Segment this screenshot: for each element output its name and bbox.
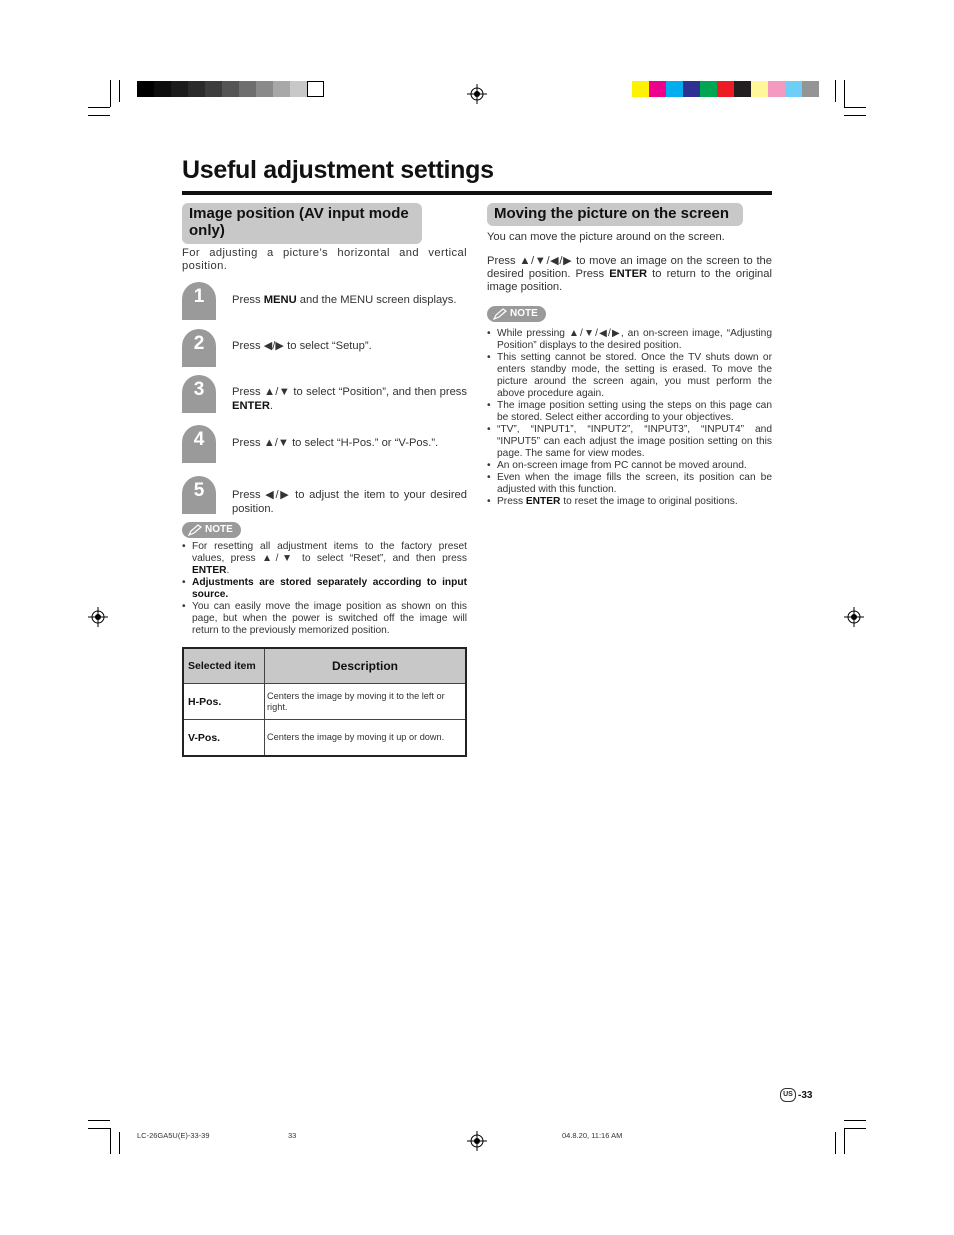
list-item: • Even when the image fills the screen, its position can be adjusted with this function. (487, 472, 772, 496)
crop-mark (835, 80, 836, 102)
pencil-icon (493, 308, 507, 320)
step-text-4: Press ▲/▼ to select “H-Pos.” or “V-Pos.”. (232, 437, 439, 449)
crop-mark (88, 115, 110, 116)
crop-mark (119, 1132, 120, 1154)
crop-mark (88, 1120, 110, 1121)
crop-mark (110, 1128, 111, 1154)
crop-mark (844, 107, 866, 108)
color-swatch (785, 81, 802, 97)
registration-mark-icon (467, 1131, 487, 1151)
footer-page: 33 (288, 1131, 297, 1140)
registration-mark-icon (88, 607, 108, 627)
pencil-icon (188, 524, 202, 536)
list-item: • Adjustments are stored separately according to input source. (182, 577, 467, 601)
step-number-2: 2 (182, 329, 216, 367)
registration-mark-icon (467, 84, 487, 104)
moving-picture-paragraph: Press ▲/▼/◀/▶ to move an image on the screen to the desired position. Press ENTER to return to the original image position. (487, 255, 772, 293)
step-text-3: Press ▲/▼ to select “Position”, and then press ENTER. (232, 386, 467, 412)
list-item: • This setting cannot be stored. Once the TV shuts down or enters standby mode, the setting is erased. To move the picture around the screen again, you must perform the above procedure again. (487, 352, 772, 400)
crop-mark (844, 115, 866, 116)
list-item: • “TV”, “INPUT1”, “INPUT2”, “INPUT3”, “INPUT4” and “INPUT5” can each adjust the image position setting on this page. The same for view modes. (487, 424, 772, 460)
color-swatch (239, 81, 256, 97)
color-swatch (205, 81, 222, 97)
note-badge-left (182, 522, 241, 538)
title-rule (182, 191, 772, 195)
section-heading-moving-picture: Moving the picture on the screen (487, 203, 743, 226)
crop-mark (844, 1120, 866, 1121)
color-swatch (256, 81, 273, 97)
table-header-row (183, 648, 466, 684)
note-badge-right (487, 306, 546, 322)
color-swatch (734, 81, 751, 97)
step-text-1: Press MENU and the MENU screen displays. (232, 294, 457, 306)
color-swatch (751, 81, 768, 97)
crop-mark (88, 1128, 110, 1129)
notes-list-right (487, 328, 772, 508)
color-calibration-bar (632, 81, 819, 97)
note-label: NOTE (510, 308, 538, 319)
color-swatch (717, 81, 734, 97)
color-swatch (171, 81, 188, 97)
note-label: NOTE (205, 524, 233, 535)
list-item: • Press ENTER to reset the image to original positions. (487, 496, 772, 508)
table-cell-item: H-Pos. (183, 684, 265, 720)
list-item: • An on-screen image from PC cannot be moved around. (487, 460, 772, 472)
color-swatch (222, 81, 239, 97)
crop-mark (844, 80, 845, 107)
color-swatch (683, 81, 700, 97)
color-swatch (290, 81, 307, 97)
color-swatch (649, 81, 666, 97)
color-swatch (666, 81, 683, 97)
color-swatch (137, 81, 154, 97)
step-number-4: 4 (182, 425, 216, 463)
table-row (183, 684, 466, 720)
table-header-selected-item: Selected item (183, 648, 265, 684)
table-cell-desc: Centers the image by moving it to the left or right. (265, 684, 467, 720)
section-heading-image-position: Image position (AV input mode only) (182, 203, 422, 244)
moving-picture-intro: You can move the picture around on the screen. (487, 231, 725, 243)
notes-list-left (182, 541, 467, 637)
color-swatch (700, 81, 717, 97)
crop-mark (844, 1128, 845, 1154)
color-swatch (632, 81, 649, 97)
color-swatch (188, 81, 205, 97)
table-header-description: Description (265, 648, 467, 684)
table-cell-desc: Centers the image by moving it up or down. (265, 720, 467, 757)
image-position-intro: For adjusting a picture’s horizontal and vertical position. (182, 247, 467, 272)
table-cell-item: V-Pos. (183, 720, 265, 757)
crop-mark (110, 80, 111, 107)
crop-mark (844, 1128, 866, 1129)
color-swatch (154, 81, 171, 97)
table-row (183, 720, 466, 757)
page-title: Useful adjustment settings (182, 156, 494, 184)
region-badge-icon: US (780, 1088, 796, 1102)
page-number (780, 1088, 812, 1102)
footer-date: 04.8.20, 11:16 AM (562, 1131, 623, 1140)
settings-table (182, 647, 467, 757)
footer-filename: LC-26GA5U(E)-33-39 (137, 1131, 210, 1140)
crop-mark (835, 1132, 836, 1154)
list-item: • For resetting all adjustment items to the factory preset values, press ▲/▼ to select “Reset”, and then press ENTER. (182, 541, 467, 577)
step-number-1: 1 (182, 282, 216, 320)
page-number-text: -33 (798, 1089, 813, 1101)
crop-mark (88, 107, 110, 108)
color-swatch (273, 81, 290, 97)
list-item: • You can easily move the image position as shown on this page, but when the power is switched off the image will return to the previously memorized position. (182, 601, 467, 637)
list-item: • While pressing ▲/▼/◀/▶, an on-screen image, “Adjusting Position” displays to the desired position. (487, 328, 772, 352)
step-number-5: 5 (182, 476, 216, 514)
step-text-5: Press ◀/▶ to adjust the item to your desired position. (232, 489, 467, 515)
color-swatch (768, 81, 785, 97)
gray-calibration-bar (137, 81, 324, 97)
registration-mark-icon (844, 607, 864, 627)
color-swatch (802, 81, 819, 97)
list-item: • The image position setting using the steps on this page can be stored. Select either according to your objectives. (487, 400, 772, 424)
step-number-3: 3 (182, 375, 216, 413)
step-text-2: Press ◀/▶ to select “Setup”. (232, 340, 372, 352)
crop-mark (119, 80, 120, 102)
color-swatch (307, 81, 324, 97)
